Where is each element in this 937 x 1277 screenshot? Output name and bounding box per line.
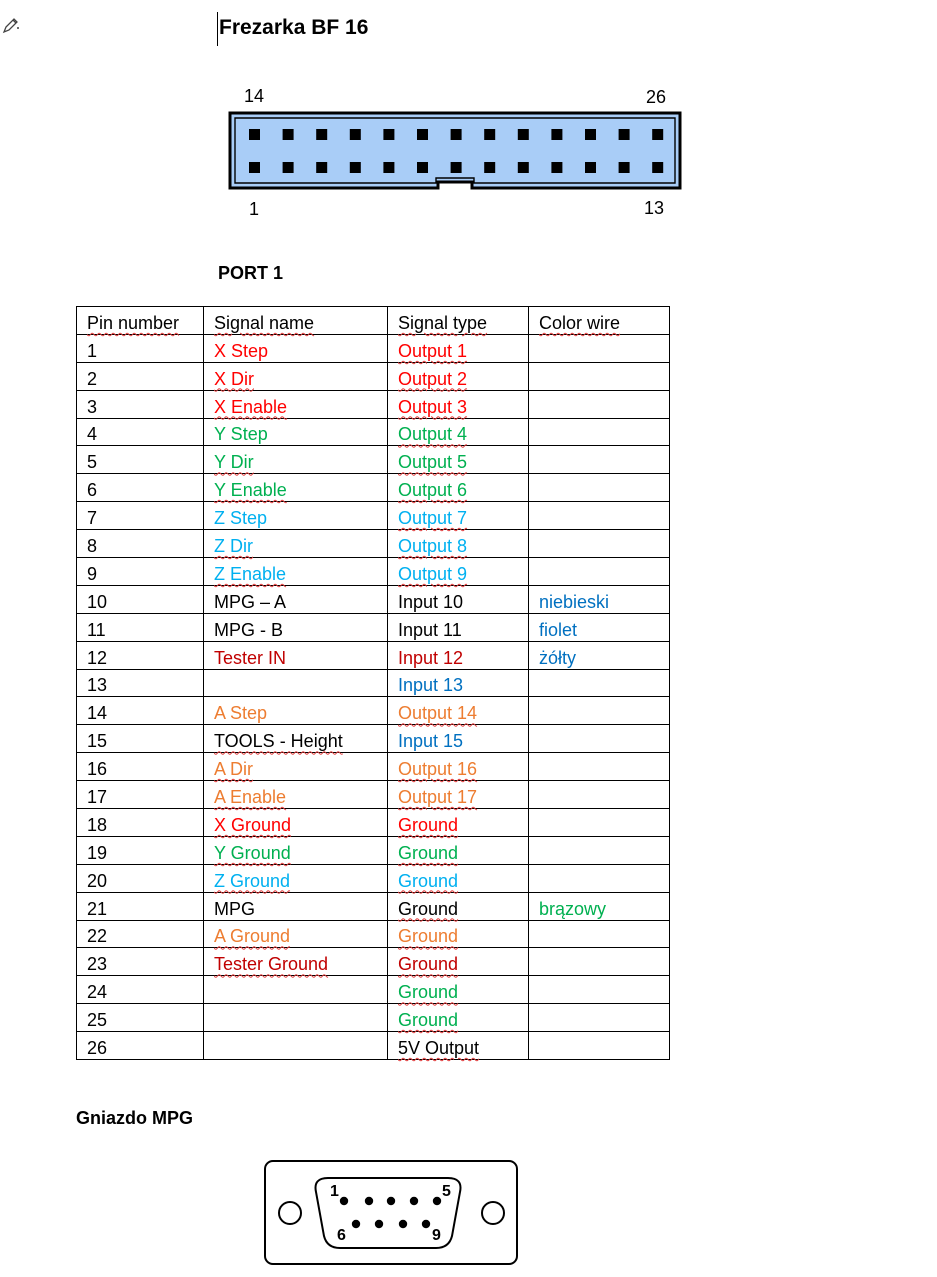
color-wire-cell	[529, 976, 670, 1004]
signal-name-cell: Z Dir	[204, 530, 388, 558]
color-wire-cell	[529, 669, 670, 697]
signal-name-cell: A Step	[204, 697, 388, 725]
db9-pin	[352, 1220, 360, 1228]
table-row	[77, 474, 670, 502]
color-wire-cell	[529, 390, 670, 418]
color-wire-cell	[529, 1004, 670, 1032]
color-wire-cell: brązowy	[529, 892, 670, 920]
db9-pin-label-1: 1	[330, 1183, 339, 1200]
color-wire-cell	[529, 362, 670, 390]
table-row	[77, 613, 670, 641]
connector-pin	[350, 162, 361, 173]
signal-type-cell: Ground	[388, 892, 529, 920]
table-row	[77, 864, 670, 892]
mpg-socket-heading: Gniazdo MPG	[76, 1108, 193, 1128]
color-wire-cell	[529, 446, 670, 474]
signal-name-cell: Z Step	[204, 502, 388, 530]
connector-pin	[652, 162, 663, 173]
signal-name-cell: Tester Ground	[204, 948, 388, 976]
db9-pin	[365, 1197, 373, 1205]
signal-type-cell: Output 8	[388, 530, 529, 558]
db9-pin-label-6: 6	[337, 1227, 346, 1244]
connector-pin	[551, 162, 562, 173]
table-row	[77, 753, 670, 781]
pin-cell: 3	[77, 390, 204, 418]
pin-cell: 19	[77, 836, 204, 864]
table-row	[77, 362, 670, 390]
pin-cell: 20	[77, 864, 204, 892]
color-wire-cell	[529, 725, 670, 753]
signal-type-cell: Input 13	[388, 669, 529, 697]
signal-name-cell: X Dir	[204, 362, 388, 390]
text-cursor	[217, 12, 218, 46]
connector-pin	[249, 162, 260, 173]
page-title: Frezarka BF 16	[219, 16, 369, 39]
table-row	[77, 1004, 670, 1032]
color-wire-cell	[529, 334, 670, 362]
signal-name-cell: X Enable	[204, 390, 388, 418]
signal-name-cell: MPG - B	[204, 613, 388, 641]
table-row	[77, 697, 670, 725]
signal-type-cell: Output 7	[388, 502, 529, 530]
signal-type-cell: Input 10	[388, 585, 529, 613]
signal-type-cell: 5V Output	[388, 1032, 529, 1060]
db9-pin	[399, 1220, 407, 1228]
connector-pin	[350, 129, 361, 140]
signal-type-cell: Ground	[388, 809, 529, 837]
connector-pin	[652, 129, 663, 140]
table-row	[77, 585, 670, 613]
table-row	[77, 390, 670, 418]
connector-pin	[283, 129, 294, 140]
pin-cell: 23	[77, 948, 204, 976]
connector-pin	[417, 129, 428, 140]
table-row	[77, 530, 670, 558]
connector-pin	[619, 129, 630, 140]
pin-cell: 12	[77, 641, 204, 669]
pin-table	[76, 306, 670, 1060]
db9-pin	[375, 1220, 383, 1228]
signal-name-cell: TOOLS - Height	[204, 725, 388, 753]
pin-label-1: 1	[249, 199, 260, 219]
table-row	[77, 334, 670, 362]
signal-name-cell: Y Step	[204, 418, 388, 446]
pin-cell: 4	[77, 418, 204, 446]
pin-cell: 14	[77, 697, 204, 725]
color-wire-cell	[529, 781, 670, 809]
connector-pin	[383, 162, 394, 173]
color-wire-cell	[529, 558, 670, 586]
connector-body	[230, 113, 680, 188]
pin-cell: 9	[77, 558, 204, 586]
connector-pin	[451, 129, 462, 140]
db9-pin	[340, 1197, 348, 1205]
color-wire-cell: żółty	[529, 641, 670, 669]
pin-cell: 16	[77, 753, 204, 781]
signal-name-cell	[204, 976, 388, 1004]
signal-type-cell: Output 14	[388, 697, 529, 725]
db9-pin	[410, 1197, 418, 1205]
connector-pin	[484, 162, 495, 173]
signal-name-cell: Z Enable	[204, 558, 388, 586]
table-row	[77, 502, 670, 530]
signal-type-cell: Ground	[388, 1004, 529, 1032]
signal-name-cell: Tester IN	[204, 641, 388, 669]
edit-pen-icon[interactable]	[2, 16, 20, 34]
db9-pin-label-5: 5	[442, 1183, 451, 1200]
color-wire-cell	[529, 948, 670, 976]
pin-cell: 11	[77, 613, 204, 641]
db9-socket-diagram	[262, 1158, 522, 1270]
header-signal-type: Signal type	[388, 307, 529, 335]
signal-name-cell: MPG – A	[204, 585, 388, 613]
signal-name-cell: A Dir	[204, 753, 388, 781]
signal-type-cell: Output 1	[388, 334, 529, 362]
pin-cell: 1	[77, 334, 204, 362]
table-row	[77, 446, 670, 474]
pin-cell: 2	[77, 362, 204, 390]
signal-name-cell	[204, 1004, 388, 1032]
table-row	[77, 976, 670, 1004]
pin-cell: 24	[77, 976, 204, 1004]
signal-type-cell: Ground	[388, 976, 529, 1004]
signal-type-cell: Output 3	[388, 390, 529, 418]
connector-pin	[316, 162, 327, 173]
table-row	[77, 836, 670, 864]
connector-pin	[417, 162, 428, 173]
pin-table-body	[77, 334, 670, 1059]
signal-type-cell: Output 4	[388, 418, 529, 446]
pin-cell: 18	[77, 809, 204, 837]
table-row	[77, 948, 670, 976]
pin-cell: 22	[77, 920, 204, 948]
idc26-connector-diagram	[226, 82, 686, 222]
table-row	[77, 641, 670, 669]
color-wire-cell	[529, 836, 670, 864]
color-wire-cell	[529, 753, 670, 781]
pin-label-26: 26	[646, 87, 667, 107]
signal-type-cell: Output 6	[388, 474, 529, 502]
db9-pin-label-9: 9	[432, 1227, 441, 1244]
header-pin-number: Pin number	[77, 307, 204, 335]
connector-pin	[451, 162, 462, 173]
signal-type-cell: Output 16	[388, 753, 529, 781]
color-wire-cell	[529, 1032, 670, 1060]
table-row	[77, 809, 670, 837]
pin-label-13: 13	[644, 198, 665, 218]
signal-name-cell	[204, 1032, 388, 1060]
pin-cell: 21	[77, 892, 204, 920]
pin-cell: 13	[77, 669, 204, 697]
pin-cell: 6	[77, 474, 204, 502]
table-row	[77, 418, 670, 446]
signal-name-cell: Y Ground	[204, 836, 388, 864]
signal-type-cell: Output 17	[388, 781, 529, 809]
signal-type-cell: Input 15	[388, 725, 529, 753]
pin-cell: 5	[77, 446, 204, 474]
table-row	[77, 1032, 670, 1060]
pin-label-14: 14	[244, 86, 265, 106]
signal-type-cell: Output 2	[388, 362, 529, 390]
db9-pin	[387, 1197, 395, 1205]
header-color-wire: Color wire	[529, 307, 670, 335]
table-row	[77, 669, 670, 697]
db9-pin	[433, 1197, 441, 1205]
connector-pin	[249, 129, 260, 140]
signal-name-cell: A Ground	[204, 920, 388, 948]
header-signal-name: Signal name	[204, 307, 388, 335]
table-row	[77, 781, 670, 809]
signal-name-cell: Y Dir	[204, 446, 388, 474]
color-wire-cell	[529, 809, 670, 837]
signal-name-cell: X Step	[204, 334, 388, 362]
pin-cell: 25	[77, 1004, 204, 1032]
table-row	[77, 920, 670, 948]
signal-type-cell: Ground	[388, 836, 529, 864]
signal-type-cell: Output 9	[388, 558, 529, 586]
signal-type-cell: Input 11	[388, 613, 529, 641]
pin-cell: 26	[77, 1032, 204, 1060]
table-row	[77, 558, 670, 586]
signal-name-cell: X Ground	[204, 809, 388, 837]
connector-pin	[316, 129, 327, 140]
signal-name-cell: Z Ground	[204, 864, 388, 892]
color-wire-cell	[529, 920, 670, 948]
connector-pin	[518, 129, 529, 140]
connector-pin	[585, 162, 596, 173]
pin-cell: 7	[77, 502, 204, 530]
connector-pin	[518, 162, 529, 173]
color-wire-cell	[529, 474, 670, 502]
table-row	[77, 725, 670, 753]
color-wire-cell	[529, 418, 670, 446]
signal-type-cell: Output 5	[388, 446, 529, 474]
table-row	[77, 892, 670, 920]
signal-type-cell: Ground	[388, 864, 529, 892]
color-wire-cell	[529, 502, 670, 530]
connector-pin	[484, 129, 495, 140]
signal-name-cell: MPG	[204, 892, 388, 920]
pin-cell: 10	[77, 585, 204, 613]
table-header-row	[77, 307, 670, 335]
signal-type-cell: Ground	[388, 920, 529, 948]
connector-pin	[585, 129, 596, 140]
color-wire-cell	[529, 697, 670, 725]
connector-pin	[551, 129, 562, 140]
connector-pin	[283, 162, 294, 173]
signal-name-cell	[204, 669, 388, 697]
port-heading: PORT 1	[218, 263, 284, 283]
pin-cell: 8	[77, 530, 204, 558]
pin-cell: 15	[77, 725, 204, 753]
signal-name-cell: A Enable	[204, 781, 388, 809]
pin-cell: 17	[77, 781, 204, 809]
signal-type-cell: Input 12	[388, 641, 529, 669]
signal-name-cell: Y Enable	[204, 474, 388, 502]
connector-pin	[619, 162, 630, 173]
color-wire-cell	[529, 530, 670, 558]
connector-pin	[383, 129, 394, 140]
color-wire-cell: niebieski	[529, 585, 670, 613]
db9-pin	[422, 1220, 430, 1228]
color-wire-cell	[529, 864, 670, 892]
color-wire-cell: fiolet	[529, 613, 670, 641]
signal-type-cell: Ground	[388, 948, 529, 976]
